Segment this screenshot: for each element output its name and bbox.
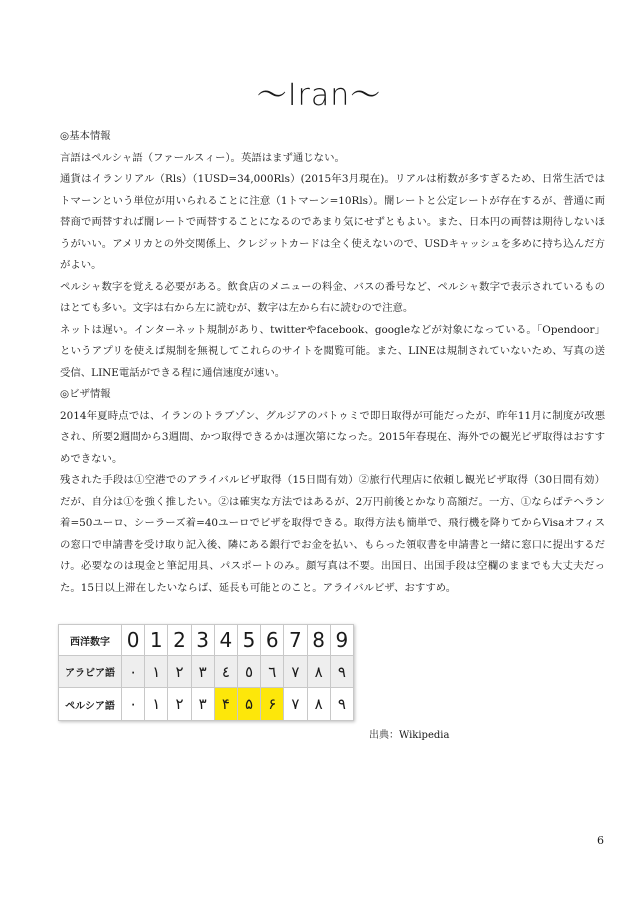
numeral-digit-cell: ٢ — [168, 656, 191, 688]
numeral-digit-cell: ۳ — [191, 688, 214, 721]
paragraph-internet: ネットは遅い。インターネット規制があり、twitterやfacebook、googleなどが対象になっている。「Opendoor」というアプリを使えば規制を無視してこれらのサイトを閲覧可能。また、LINEは規制されていないため、写真の送受信、LINE電話ができる程に通信速度が速い。 — [60, 323, 605, 379]
numeral-row-label: ペルシア語 — [59, 688, 122, 721]
numeral-digit-cell: ۶ — [261, 688, 284, 721]
numeral-digit-cell: 1 — [145, 625, 168, 656]
numeral-digit-cell: ۲ — [168, 688, 191, 721]
image-source-caption: 出典：Wikipedia — [369, 730, 450, 741]
section-heading-basic-info: ◎基本情報 — [60, 130, 111, 142]
paragraph-persian-numerals: ペルシャ数字を覚える必要がある。飲食店のメニューの料金、バスの番号など、ペルシャ数字で表示されているものはとても多い。文字は右から左に読むが、数字は左から右に読むので注意。 — [60, 280, 605, 314]
numeral-digit-cell: 4 — [214, 625, 237, 656]
numeral-table-row — [59, 688, 354, 721]
numeral-digit-cell: ٠ — [122, 656, 145, 688]
numeral-digit-cell: ۴ — [214, 688, 237, 721]
article-body — [60, 126, 605, 599]
numeral-digit-cell: 7 — [284, 625, 307, 656]
numeral-digit-cell: ۸ — [307, 688, 330, 721]
numeral-digit-cell: 0 — [122, 625, 145, 656]
numeral-table-row — [59, 625, 354, 656]
numeral-digit-cell: 5 — [237, 625, 260, 656]
numeral-digit-cell: ٣ — [191, 656, 214, 688]
numeral-digit-cell: ۱ — [145, 688, 168, 721]
numeral-digit-cell: 8 — [307, 625, 330, 656]
numeral-digit-cell: 9 — [330, 625, 353, 656]
numeral-comparison-table — [58, 624, 354, 721]
numeral-digit-cell: 6 — [261, 625, 284, 656]
numeral-digit-cell: 2 — [168, 625, 191, 656]
numeral-row-label: アラビア語 — [59, 656, 122, 688]
numeral-row-label: 西洋数字 — [59, 625, 122, 656]
numeral-digit-cell: ۰ — [122, 688, 145, 721]
numeral-digit-cell: ٥ — [237, 656, 260, 688]
numeral-digit-cell: ٨ — [307, 656, 330, 688]
paragraph-visa-history: 2014年夏時点では、イランのトラブゾン、グルジアのバトゥミで即日取得が可能だったが、昨年11月に制度が改悪され、所要2週間から3週間、かつ取得できるかは運次第になった。2015年春現在、海外での観光ビザ取得はおすすめできない。 — [60, 409, 605, 465]
page-number: 6 — [597, 834, 604, 847]
section-heading-visa-info: ◎ビザ情報 — [60, 388, 111, 400]
numeral-digit-cell: ٤ — [214, 656, 237, 688]
paragraph-currency: 通貨はイランリアル（Rls）（1USD=34,000Rls）(2015年3月現在)。リアルは桁数が多すぎるため、日常生活ではトマーンという単位が用いられることに注意（1トマーン=10Rls）。闇レートと公定レートが存在するが、普通に両替商で両替すれば闇レートで両替することになるのであまり気にせずともよい。また、日本円の両替は期待しないほうがいい。アメリカとの外交関係上、クレジットカードは全く使えないので、USDキャッシュを多めに持ち込んだ方がよい。 — [60, 173, 605, 271]
numeral-digit-cell: 3 — [191, 625, 214, 656]
numeral-digit-cell: ٦ — [261, 656, 284, 688]
paragraph-visa-options: 残された手段は①空港でのアライバルビザ取得（15日間有効）②旅行代理店に依頼し観光ビザ取得（30日間有効）だが、自分は①を強く推したい。②は確実な方法ではあるが、2万円前後とかなり高額だ。一方、①ならばテヘラン着=50ユーロ、シーラーズ着=40ユーロでビザを取得できる。取得方法も簡単で、飛行機を降りてからVisaオフィスの窓口で申請書を受け取り記入後、隣にある銀行でお金を払い、もらった領収書を申請書と一緒に窓口に提出するだけ。必要なのは現金と筆記用具、パスポートのみ。顔写真は不要。出国日、出国手段は空欄のままでも大丈夫だった。15日以上滞在したいならば、延長も可能とのこと。アライバルビザ、おすすめ。 — [60, 474, 605, 594]
numeral-digit-cell: ٧ — [284, 656, 307, 688]
numeral-digit-cell: ۵ — [237, 688, 260, 721]
numeral-digit-cell: ٩ — [330, 656, 353, 688]
numeral-table-row — [59, 656, 354, 688]
numeral-digit-cell: ۷ — [284, 688, 307, 721]
page-title: 〜Iran〜 — [256, 78, 382, 113]
numeral-digit-cell: ۹ — [330, 688, 353, 721]
numeral-digit-cell: ١ — [145, 656, 168, 688]
paragraph-language: 言語はペルシャ語（ファールスィー）。英語はまず通じない。 — [60, 151, 345, 164]
